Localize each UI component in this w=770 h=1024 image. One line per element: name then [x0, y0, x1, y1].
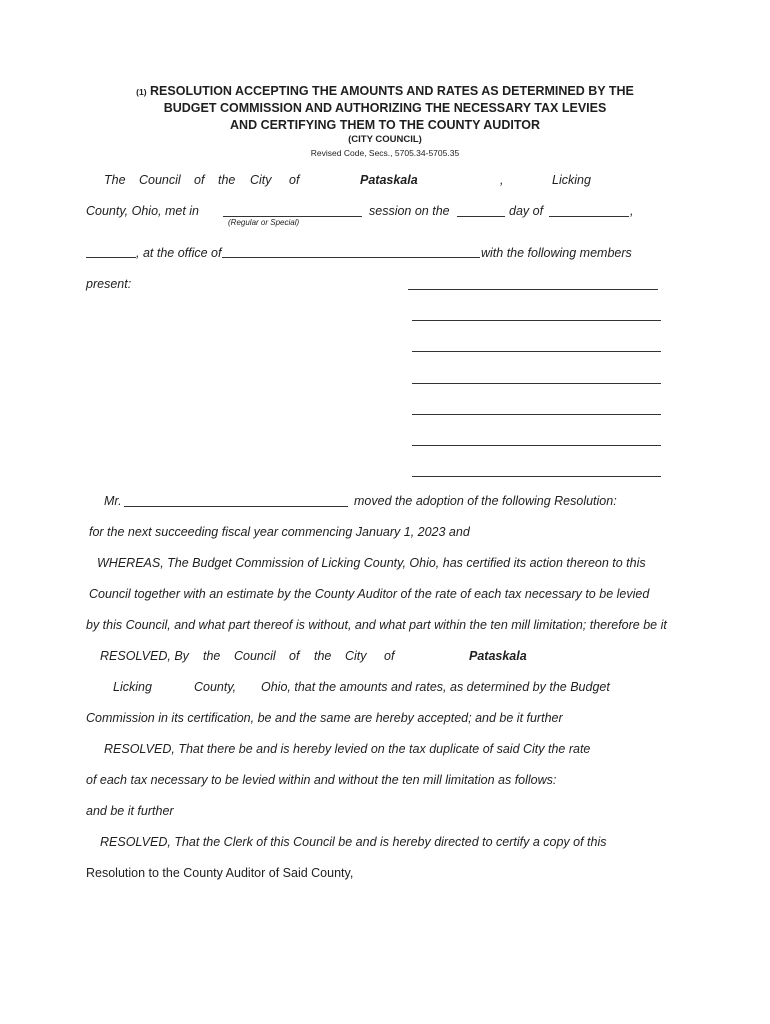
intro-the-2: the [218, 173, 236, 187]
whereas-line-1: WHEREAS, The Budget Commission of Licking County, Ohio, has certified its action thereon to this [97, 556, 646, 570]
intro-comma: , [500, 173, 504, 187]
resolved-by: RESOLVED, By [100, 649, 189, 663]
title-line-2: BUDGET COMMISSION AND AUTHORIZING THE NECESSARY TAX LEVIES [163, 101, 607, 115]
levy-resolved-line-1: RESOLVED, That there be and is hereby levied on the tax duplicate of said City the rate [104, 742, 591, 756]
session-on-the: session on the [369, 204, 450, 218]
trailing-comma: , [630, 204, 634, 218]
resolved-city-name: Pataskala [469, 649, 527, 663]
resolved-county-name: Licking [113, 680, 152, 694]
member-field-1[interactable] [408, 289, 658, 290]
whereas-line-3: by this Council, and what part thereof is without, and what part within the ten mill limitation; therefore be it [86, 618, 667, 632]
resolved-the-2: the [314, 649, 332, 663]
member-field-3[interactable] [412, 351, 661, 352]
session-type-field[interactable] [223, 216, 362, 217]
intro-city: City [250, 173, 272, 187]
resolved-city: City [345, 649, 367, 663]
session-hint: (Regular or Special) [228, 218, 300, 227]
resolved-the: the [203, 649, 221, 663]
title-line-1 [0, 84, 770, 98]
title-line-3: AND CERTIFYING THEM TO THE COUNTY AUDITOR [230, 118, 540, 132]
footnote-marker: (1) [136, 87, 147, 97]
clerk-resolved-line-1: RESOLVED, That the Clerk of this Council be and is hereby directed to certify a copy of this [100, 835, 607, 849]
member-field-4[interactable] [412, 383, 661, 384]
mover-name-field[interactable] [124, 506, 348, 507]
member-field-2[interactable] [412, 320, 661, 321]
revised-code: Revised Code, Secs., 5705.34-5705.35 [310, 148, 460, 158]
intro-council: Council [139, 173, 181, 187]
title-text-1: RESOLUTION ACCEPTING THE AMOUNTS AND RATES AS DETERMINED BY THE [150, 84, 634, 98]
at-office-of: , at the office of [136, 246, 222, 260]
mr-label: Mr. [104, 494, 122, 508]
resolved-line-2-rest: Ohio, that the amounts and rates, as determined by the Budget [261, 680, 610, 694]
present-label: present: [86, 277, 132, 291]
city-name: Pataskala [360, 173, 418, 187]
clerk-resolved-line-2: Resolution to the County Auditor of Said County, [86, 866, 354, 880]
day-of: day of [509, 204, 544, 218]
session-year-field[interactable] [86, 257, 136, 258]
levy-resolved-line-3: and be it further [86, 804, 174, 818]
subtitle: (CITY COUNCIL) [348, 134, 422, 145]
whereas-line-2: Council together with an estimate by the County Auditor of the rate of each tax necessary to be levied [89, 587, 650, 601]
county-ohio-met-in: County, Ohio, met in [86, 204, 200, 218]
resolved-of-2: of [384, 649, 395, 663]
levy-resolved-line-2: of each tax necessary to be levied within and without the ten mill limitation as follows: [86, 773, 557, 787]
member-field-5[interactable] [412, 414, 661, 415]
county-name: Licking [552, 173, 591, 187]
session-day-field[interactable] [457, 216, 505, 217]
session-month-field[interactable] [549, 216, 629, 217]
member-field-6[interactable] [412, 445, 661, 446]
resolved-line-3: Commission in its certification, be and the same are hereby accepted; and be it further [86, 711, 563, 725]
fiscal-year-line: for the next succeeding fiscal year commencing January 1, 2023 and [89, 525, 470, 539]
resolved-of: of [289, 649, 300, 663]
with-following-members: with the following members [481, 246, 632, 260]
intro-of-2: of [289, 173, 300, 187]
resolved-council: Council [234, 649, 276, 663]
moved-adoption: moved the adoption of the following Resolution: [354, 494, 617, 508]
resolved-county-label: County, [194, 680, 237, 694]
member-field-7[interactable] [412, 476, 661, 477]
office-location-field[interactable] [222, 257, 480, 258]
intro-of: of [194, 173, 205, 187]
intro-the: The [104, 173, 126, 187]
